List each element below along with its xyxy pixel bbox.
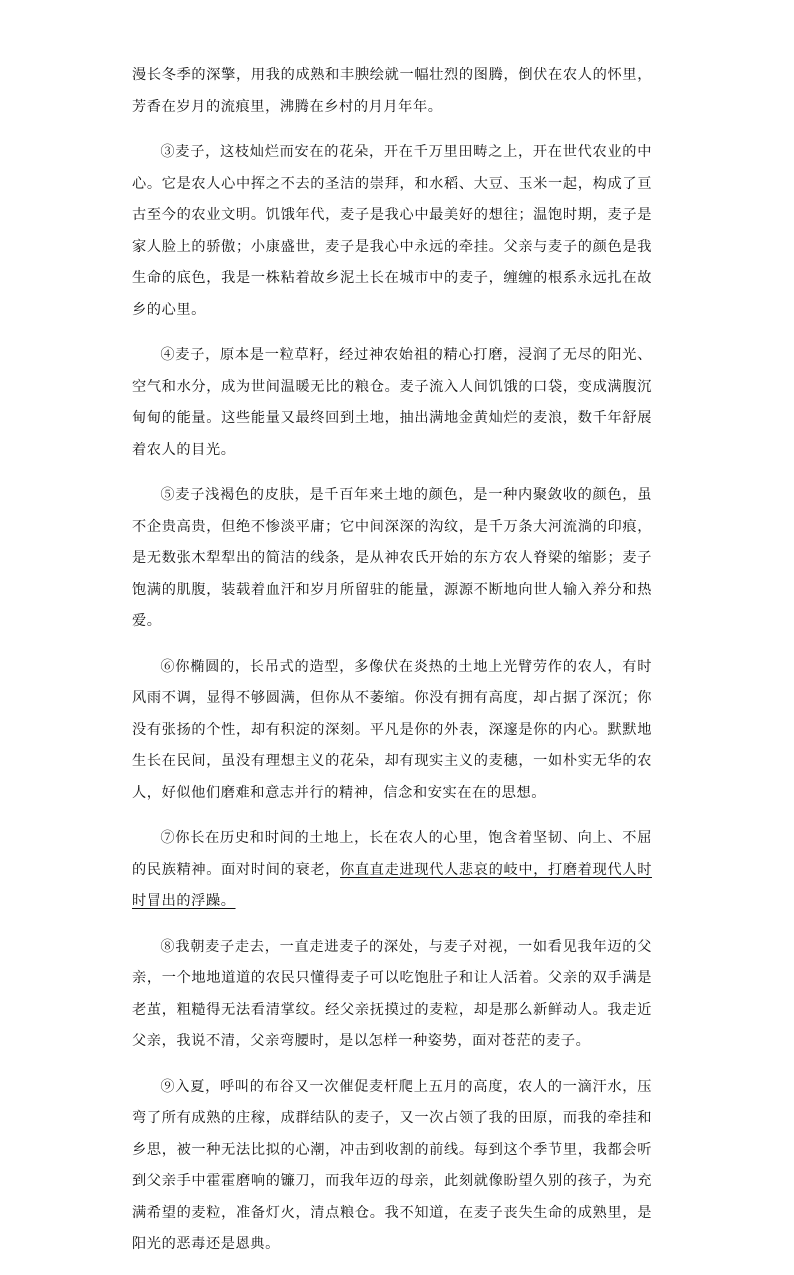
paragraph-7-text: ⑦你长在历史和时间的土地上，长在农人的心里，饱含着坚韧、向上、不屈的民族精神。面对时间的衰老， xyxy=(132,830,652,878)
paragraph-continuation: 漫长冬季的深擎，用我的成熟和丰腴绘就一幅壮烈的图腾，倒伏在农人的怀里，芳香在岁月的流痕里，沸腾在乡村的月月年年。 xyxy=(132,67,652,115)
paragraph-6: ⑥你椭圆的，长吊式的造型，多像伏在炎热的土地上光臂劳作的农人，有时风雨不调，显得不够圆满，但你从不萎缩。你没有拥有高度，却占据了深沉；你没有张扬的个性，却有积淀的深刻。平凡是你的外表，深邃是你的内心。默默地生长在民间，虽没有理想主义的花朵，却有现实主义的麦穗，一如朴实无华的农人，好似他们磨难和意志并行的精神，信念和安实在在的思想。 xyxy=(132,658,652,801)
paragraph-3: ③麦子，这枝灿烂而安在的花朵，开在千万里田畴之上，开在世代农业的中心。它是农人心中挥之不去的圣洁的崇拜，和水稻、大豆、玉米一起，构成了亘古至今的农业文明。饥饿年代，麦子是我心中最美好的想往；温饱时期，麦子是家人脸上的骄傲；小康盛世，麦子是我心中永远的牵挂。父亲与麦子的颜色是我生命的底色，我是一株粘着故乡泥土长在城市中的麦子，缠缠的根系永远扎在故乡的心里。 xyxy=(132,144,652,318)
paragraph-8: ⑧我朝麦子走去，一直走进麦子的深处，与麦子对视，一如看见我年迈的父亲，一个地地道道的农民只懂得麦子可以吃饱肚子和让人活着。父亲的双手满是老茧，粗糙得无法看清掌纹。经父亲抚摸过的麦粒，却是那么新鲜动人。我走近父亲，我说不清，父亲弯腰时，是以怎样一种姿势，面对苍茫的麦子。 xyxy=(132,938,652,1049)
paragraph-7 xyxy=(132,823,652,918)
paragraph-4: ④麦子，原本是一粒草籽，经过神农始祖的精心打磨，浸润了无尽的阳光、空气和水分，成为世间温暖无比的粮仓。麦子流入人间饥饿的口袋，变成满腹沉甸甸的能量。这些能量又最终回到土地，抽出满地金黄灿烂的麦浪，数千年舒展着农人的目光。 xyxy=(132,347,652,458)
underlined-sentence: 你直直走进现代人悲哀的岐中，打磨着现代人时时冒出的浮躁。 xyxy=(132,861,652,909)
document-page xyxy=(132,60,652,1275)
paragraph-5: ⑤麦子浅褐色的皮肤，是千百年来土地的颜色，是一种内聚敛收的颜色，虽不企贵高贵，但绝不惨淡平庸；它中间深深的沟纹，是千万条大河流淌的印痕，是无数张木犁犁出的简洁的线条，是从神农氏开始的东方农人脊梁的缩影；麦子饱满的肌腹，装载着血汗和岁月所留驻的能量，源源不断地向世人输入养分和热爱。 xyxy=(132,487,652,629)
paragraph-9: ⑨入夏，呼叫的布谷又一次催促麦杆爬上五月的高度，农人的一滴汗水，压弯了所有成熟的庄稼，成群结队的麦子，又一次占领了我的田原，而我的牵挂和乡思，被一种无法比拟的心潮，冲击到收割的前线。每到这个季节里，我都会听到父亲手中霍霍磨响的镰刀，而我年迈的母亲，此刻就像盼望久别的孩子，为充满希望的麦粒，准备灯火，清点粮仓。我不知道，在麦子丧失生命的成熟里，是阳光的恶毒还是恩典。 xyxy=(132,1078,652,1252)
